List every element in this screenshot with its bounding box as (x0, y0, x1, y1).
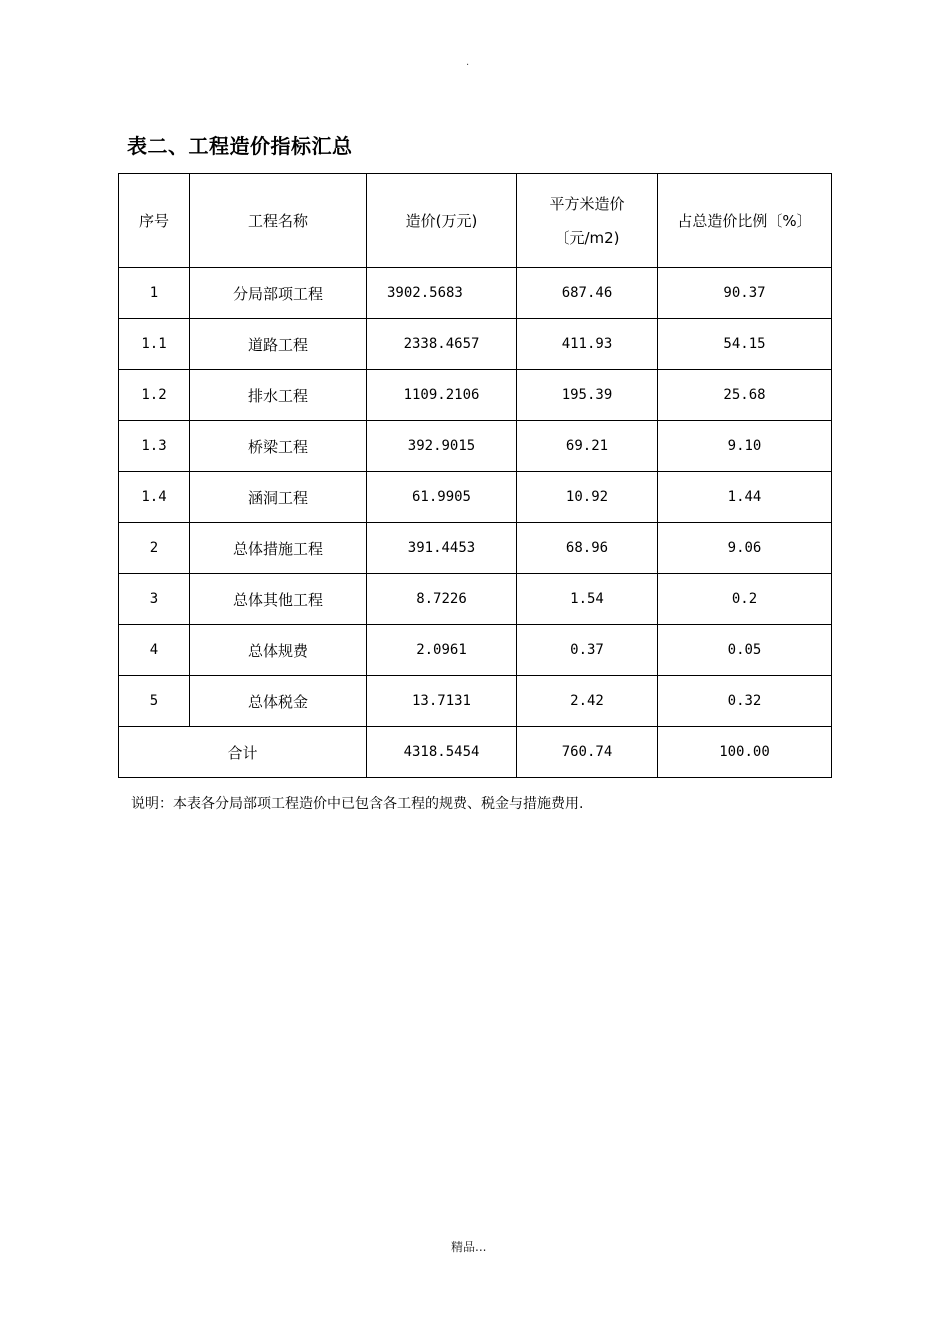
total-unit-cost: 760.74 (517, 727, 658, 778)
row-index: 5 (119, 676, 190, 727)
row-cost: 2338.4657 (367, 319, 517, 370)
header-unit-cost-line1: 平方米造价 (549, 194, 625, 213)
row-unit-cost: 687.46 (517, 268, 658, 319)
table-total-row (119, 727, 832, 778)
row-unit-cost: 195.39 (517, 370, 658, 421)
row-index: 1.1 (119, 319, 190, 370)
row-cost: 8.7226 (367, 574, 517, 625)
row-unit-cost: 69.21 (517, 421, 658, 472)
row-unit-cost: 10.92 (517, 472, 658, 523)
row-cost: 13.7131 (367, 676, 517, 727)
row-ratio: 0.32 (658, 676, 832, 727)
row-name: 分局部项工程 (190, 268, 367, 319)
row-index: 1.4 (119, 472, 190, 523)
row-ratio: 0.2 (658, 574, 832, 625)
row-cost: 391.4453 (367, 523, 517, 574)
table-row (119, 472, 832, 523)
table-header-row (119, 174, 832, 268)
row-name: 总体其他工程 (190, 574, 367, 625)
row-name: 总体税金 (190, 676, 367, 727)
row-cost: 61.9905 (367, 472, 517, 523)
cost-summary-table (118, 173, 832, 778)
row-cost: 392.9015 (367, 421, 517, 472)
row-unit-cost: 0.37 (517, 625, 658, 676)
row-name: 总体规费 (190, 625, 367, 676)
header-unit-cost-line2: 〔元/m2) (554, 228, 620, 247)
row-cost: 1109.2106 (367, 370, 517, 421)
row-ratio: 25.68 (658, 370, 832, 421)
header-unit-cost (517, 174, 658, 268)
row-ratio: 1.44 (658, 472, 832, 523)
header-index: 序号 (119, 174, 190, 268)
row-ratio: 90.37 (658, 268, 832, 319)
row-index: 4 (119, 625, 190, 676)
row-unit-cost: 411.93 (517, 319, 658, 370)
row-name: 桥梁工程 (190, 421, 367, 472)
total-cost: 4318.5454 (367, 727, 517, 778)
page-title: 表二、工程造价指标汇总 (127, 134, 353, 158)
row-ratio: 54.15 (658, 319, 832, 370)
header-ratio: 占总造价比例〔%〕 (658, 174, 832, 268)
table-row (119, 319, 832, 370)
row-cost: 3902.5683 (367, 268, 517, 319)
table-row (119, 625, 832, 676)
table-row (119, 676, 832, 727)
table-row (119, 523, 832, 574)
row-unit-cost: 1.54 (517, 574, 658, 625)
table-row (119, 268, 832, 319)
row-ratio: 9.06 (658, 523, 832, 574)
row-index: 3 (119, 574, 190, 625)
page-footer: 精品... (451, 1240, 487, 1254)
table-row (119, 574, 832, 625)
header-cost: 造价(万元) (367, 174, 517, 268)
row-name: 道路工程 (190, 319, 367, 370)
row-index: 1.2 (119, 370, 190, 421)
header-mark: . (466, 57, 470, 68)
row-unit-cost: 2.42 (517, 676, 658, 727)
row-ratio: 0.05 (658, 625, 832, 676)
table-row (119, 421, 832, 472)
total-ratio: 100.00 (658, 727, 832, 778)
table-row (119, 370, 832, 421)
header-name: 工程名称 (190, 174, 367, 268)
total-label: 合计 (119, 727, 367, 778)
row-cost: 2.0961 (367, 625, 517, 676)
row-name: 排水工程 (190, 370, 367, 421)
row-ratio: 9.10 (658, 421, 832, 472)
row-index: 1 (119, 268, 190, 319)
row-index: 1.3 (119, 421, 190, 472)
row-name: 涵洞工程 (190, 472, 367, 523)
row-name: 总体措施工程 (190, 523, 367, 574)
table-note: 说明：本表各分局部项工程造价中已包含各工程的规费、税金与措施费用. (131, 796, 584, 812)
row-index: 2 (119, 523, 190, 574)
row-unit-cost: 68.96 (517, 523, 658, 574)
